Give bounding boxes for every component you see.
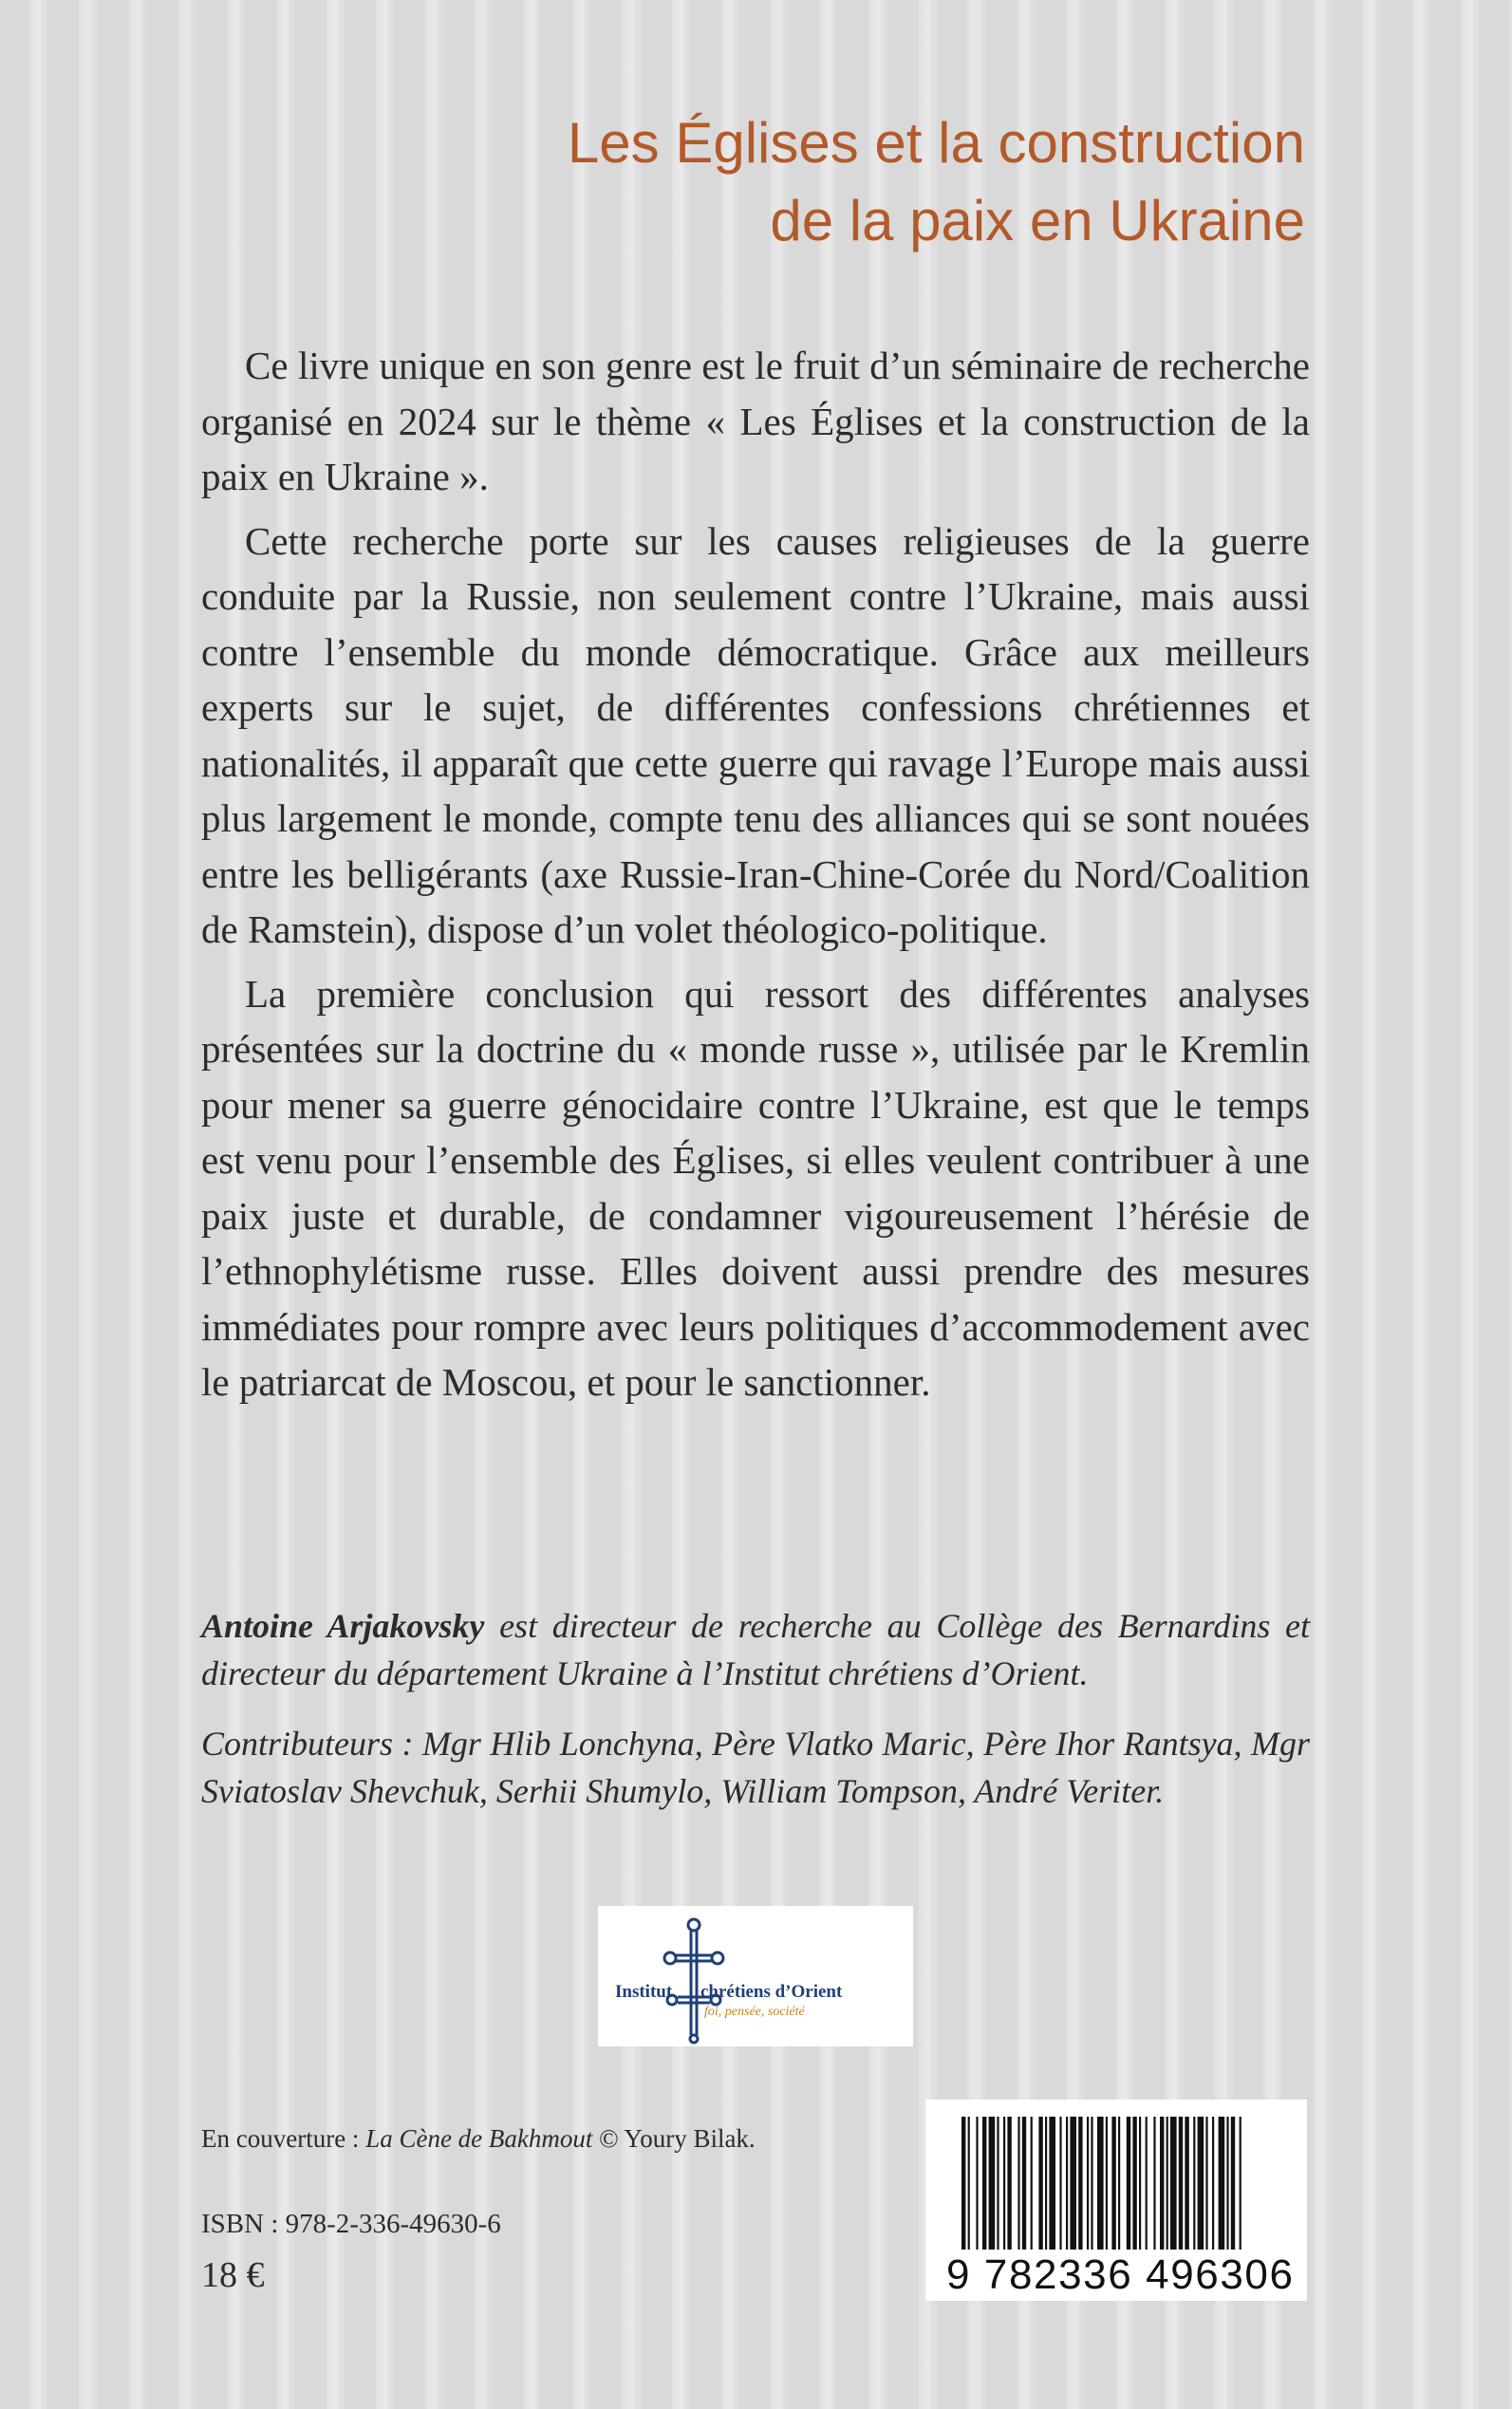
barcode-bar <box>961 2117 965 2250</box>
barcode-bar <box>1205 2117 1207 2250</box>
barcode-bar <box>1003 2117 1005 2250</box>
blurb-paragraph-2: Cette recherche porte sur les causes religieuses de la guerre conduite par la Russie, non seulement contre l’Ukraine, mais aussi contre l’ensemble du monde démocratique. Grâce aux meilleurs experts sur le sujet, de différentes confessions chrétiennes et nationalités, il apparaît que cette guerre qui ravage l’Europe mais aussi plus largement le monde, compte tenu des alliances qui se sont nouées entre les belligérants (axe Russie-Iran-Chine-Corée du Nord/Coalition de Ramstein), dispose d’un volet théologico-politique. <box>201 518 1310 951</box>
cross-icon <box>598 1906 913 2046</box>
barcode-digits: 9 782336 496306 <box>946 2251 1295 2298</box>
barcode-bar <box>1231 2117 1235 2250</box>
barcode-bar <box>968 2117 970 2250</box>
barcode-bar <box>1132 2117 1136 2250</box>
barcode-bar <box>1070 2117 1076 2250</box>
barcode-bar <box>1185 2117 1188 2250</box>
barcode-bar <box>1170 2117 1177 2250</box>
barcode-bar <box>1017 2117 1019 2250</box>
barcode-bar <box>1022 2117 1026 2250</box>
barcode-bar <box>1212 2117 1214 2250</box>
cover-credit <box>201 2122 756 2155</box>
title-line-1: Les Églises et la construction <box>567 111 1305 175</box>
barcode-bar <box>1160 2117 1164 2250</box>
barcode <box>925 2100 1307 2301</box>
publisher-logo <box>598 1906 913 2046</box>
barcode-bar <box>1045 2117 1047 2250</box>
barcode-bar <box>1007 2117 1011 2250</box>
barcode-bar <box>1118 2117 1120 2250</box>
barcode-bar <box>1066 2117 1068 2250</box>
barcode-bar <box>1031 2117 1033 2250</box>
barcode-bar <box>1198 2117 1204 2250</box>
barcode-bar <box>1106 2117 1108 2250</box>
barcode-bar <box>976 2117 978 2250</box>
book-title <box>568 104 1305 260</box>
barcode-bar <box>1091 2117 1092 2250</box>
barcode-bar <box>1139 2117 1141 2250</box>
barcode-bar <box>1078 2117 1082 2250</box>
barcode-bar <box>1049 2117 1055 2250</box>
barcode-bar <box>1240 2117 1241 2250</box>
barcode-bar <box>997 2117 999 2250</box>
logo-word-institut: Institut <box>615 1982 673 2002</box>
author-bio: est directeur de recherche au Collège des Bernardins et directeur du département Ukraine à l’Institut chrétiens d’Orient. <box>201 1607 1311 1692</box>
barcode-bar <box>989 2117 996 2250</box>
barcode-bar <box>1179 2117 1183 2250</box>
credit-artwork-title: La Cène de Bakhmout <box>365 2124 593 2153</box>
barcode-bar <box>1038 2117 1042 2250</box>
credit-suffix: © Youry Bilak. <box>592 2124 756 2153</box>
blurb <box>201 338 1310 1419</box>
barcode-bar <box>1153 2117 1155 2250</box>
title-line-2: de la paix en Ukraine <box>770 189 1305 252</box>
barcode-bar <box>982 2117 986 2250</box>
author-section <box>201 1602 1310 1838</box>
logo-word-chretiens: chrétiens d’Orient <box>700 1982 843 2002</box>
contributors: Contributeurs : Mgr Hlib Lonchyna, Père Vlatko Maric, Père Ihor Rantsya, Mgr Sviatoslav Shevchuk, Serhii Shumylo, William Tompson, André Veriter. <box>201 1725 1310 1810</box>
price: 18 € <box>201 2255 265 2295</box>
author-bio-paragraph <box>201 1602 1310 1697</box>
logo-tagline: foi, pensée, société <box>704 2005 805 2019</box>
barcode-bar <box>1219 2117 1225 2250</box>
author-name: Antoine Arjakovsky <box>201 1607 485 1645</box>
blurb-paragraph-1: Ce livre unique en son genre est le fruit d’un séminaire de recherche organisé en 2024 sur le thème « Les Églises et la construction de la paix en Ukraine ». <box>201 344 1310 498</box>
barcode-bar <box>1097 2117 1104 2250</box>
barcode-bar <box>1087 2117 1089 2250</box>
barcode-bar <box>1146 2117 1148 2250</box>
isbn: ISBN : 978-2-336-49630-6 <box>201 2209 501 2239</box>
blurb-paragraph-3: La première conclusion qui ressort des différentes analyses présentées sur la doctrine du « monde russe », utilisée par le Kremlin pour mener sa guerre génocidaire contre l’Ukraine, est que le temps est venu pour l’ensemble des Églises, si elles veulent contribuer à une paix juste et durable, de condamner vigoureusement l’hérésie de l’ethnophylétisme russe. Elles doivent aussi prendre des mesures immédiates pour rompre avec leurs politiques d’accommodement avec le patriarcat de Moscou, et pour le sanctionner. <box>201 971 1310 1404</box>
barcode-bar <box>1111 2117 1115 2250</box>
barcode-bar <box>1193 2117 1195 2250</box>
barcode-bar <box>1226 2117 1228 2250</box>
barcode-bar <box>1167 2117 1168 2250</box>
credit-prefix: En couverture : <box>201 2124 366 2153</box>
barcode-bar <box>1059 2117 1061 2250</box>
barcode-bar <box>1127 2117 1130 2250</box>
